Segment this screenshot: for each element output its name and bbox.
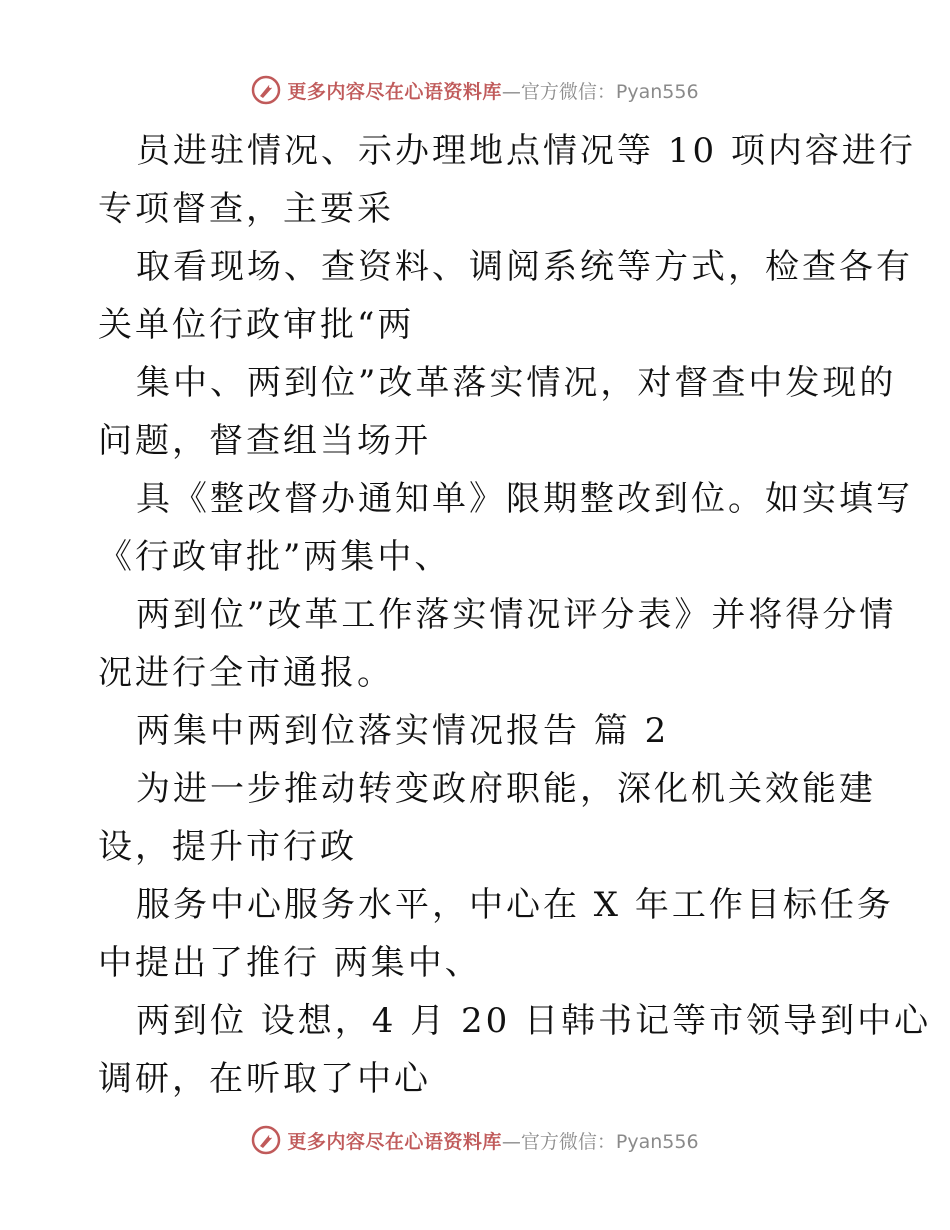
document-body [98, 122, 932, 1108]
body-line: 关单位行政审批“两 [98, 305, 415, 345]
banner-brand-text: 更多内容尽在心语资料库 [287, 1130, 502, 1153]
header-banner [0, 70, 950, 110]
section-heading: 两集中两到位落实情况报告 篇 2 [136, 711, 670, 751]
footer-banner [0, 1120, 950, 1160]
body-line: 两到位 设想，4 月 20 日韩书记等市领导到中心 [136, 1001, 932, 1041]
body-line: 调研，在听取了中心 [98, 1059, 431, 1099]
body-line: 服务中心服务水平，中心在 X 年工作目标任务 [136, 885, 894, 925]
body-line: 问题，督查组当场开 [98, 421, 431, 461]
body-line: 中提出了推行 两集中、 [98, 943, 482, 983]
banner-wechat-text: —官方微信：Pyan556 [501, 1130, 699, 1153]
body-line: 员进驻情况、示办理地点情况等 10 项内容进行 [136, 131, 916, 171]
body-line: 具《整改督办通知单》限期整改到位。如实填写 [136, 479, 913, 519]
body-line: 设，提升市行政 [98, 827, 357, 867]
pen-nib-logo-icon [251, 75, 281, 105]
body-line: 《行政审批”两集中、 [98, 537, 452, 577]
banner-wechat-text: —官方微信：Pyan556 [501, 80, 699, 103]
body-line: 取看现场、查资料、调阅系统等方式，检查各有 [136, 247, 913, 287]
body-line: 为进一步推动转变政府职能，深化机关效能建 [136, 769, 876, 809]
banner-brand-text: 更多内容尽在心语资料库 [287, 80, 502, 103]
body-line: 专项督查，主要采 [98, 189, 394, 229]
pen-nib-logo-icon [251, 1125, 281, 1155]
body-line: 集中、两到位”改革落实情况，对督查中发现的 [136, 363, 897, 403]
body-line: 况进行全市通报。 [98, 653, 394, 693]
body-line: 两到位”改革工作落实情况评分表》并将得分情 [136, 595, 897, 635]
